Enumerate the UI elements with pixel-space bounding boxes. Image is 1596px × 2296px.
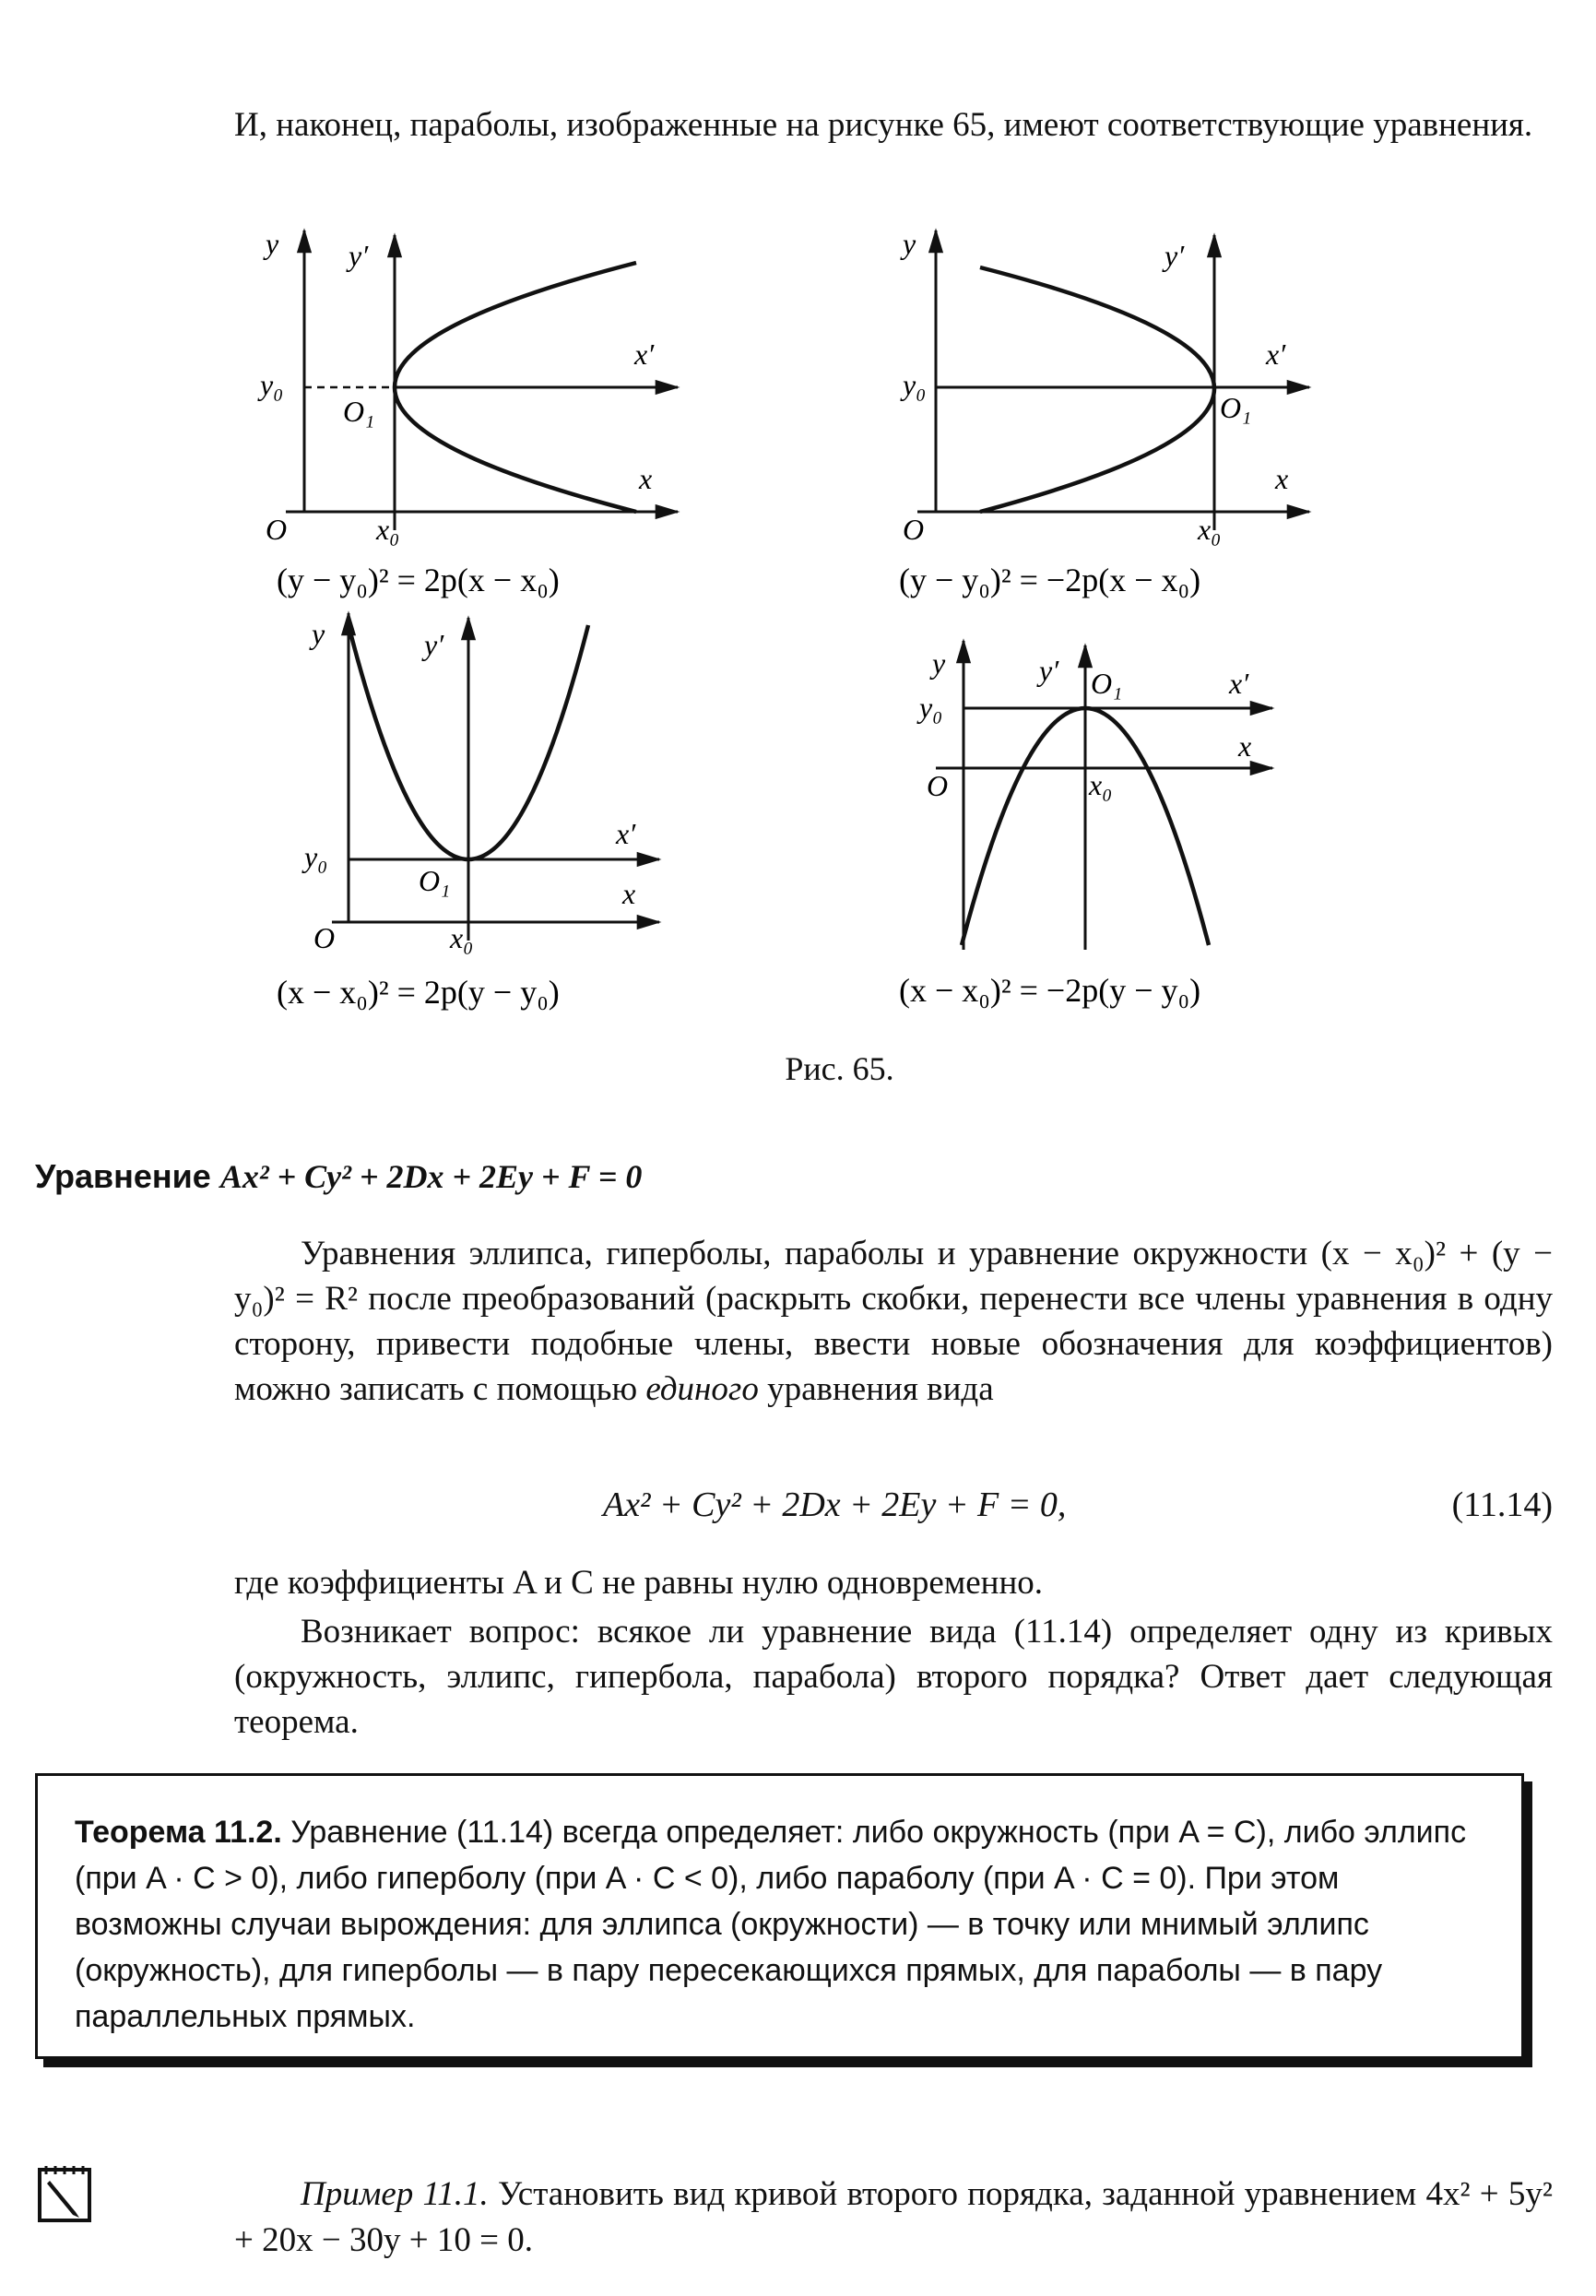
paragraph-3: Возникает вопрос: всякое ли уравнение вида (11.14) определяет одну из кривых (окружность, эллипс, гипербола, парабола) второго порядка? Ответ дает следующая теорема. [234, 1613, 1553, 1741]
label-y-prime: y′ [424, 628, 444, 661]
intro-paragraph: И, наконец, параболы, изображенные на рисунке 65, имеют соответствующие уравнения. [234, 106, 1533, 144]
label-x-prime: x′ [1266, 337, 1286, 371]
equation-caption: (x − x₀)² = −2p(y − y₀) [899, 972, 1201, 1009]
label-y-prime: y′ [1039, 654, 1059, 687]
theorem-text: Уравнение (11.14) всегда определяет: либо окружность (при A = C), либо эллипс (при A · C > 0), либо гиперболу (при A · C < 0), либо параболу (при A · C = 0). При этом возможны случаи вырождения: для эллипса (окружности) — в точку или мнимый эллипс (окружность), для гиперболы — в пару пересекающихся прямых, для параболы — в пару параллельных прямых. [75, 1815, 1467, 2034]
label-y: y [312, 617, 325, 650]
label-x-prime: x′ [1229, 667, 1249, 700]
label-y-prime: y′ [349, 239, 369, 272]
parabola-curve [980, 267, 1214, 512]
example-title: Пример 11.1. [301, 2175, 489, 2213]
label-origin: O [266, 513, 288, 546]
equation-caption: (x − x₀)² = 2p(y − y₀) [277, 974, 560, 1011]
label-x0: x₀ [1198, 513, 1222, 546]
theorem-box [35, 1773, 1524, 2059]
label-origin: O [903, 513, 925, 546]
label-x-prime: x′ [634, 337, 655, 371]
paragraph-2: где коэффициенты A и C не равны нулю одновременно. [234, 1564, 1044, 1602]
label-y0: y₀ [903, 368, 927, 401]
label-x0: x₀ [376, 513, 400, 546]
equation-number: (11.14) [1451, 1485, 1553, 1524]
equation-caption: (y − y₀)² = 2p(x − x₀) [277, 562, 560, 598]
label-x: x [1238, 729, 1252, 763]
figure-parabola-left [881, 226, 1323, 613]
figure-parabola-right [249, 226, 692, 613]
section-label: Уравнение [35, 1157, 211, 1195]
label-x-prime: x′ [616, 817, 636, 850]
label-x: x [639, 462, 653, 495]
theorem-title: Теорема 11.2. [75, 1815, 282, 1850]
label-y: y [932, 646, 946, 680]
label-o1: O₁ [1091, 667, 1123, 700]
figure-caption: Рис. 65. [785, 1050, 894, 1087]
label-y0: y₀ [260, 368, 284, 401]
label-o1: O₁ [343, 395, 375, 428]
label-y: y [266, 227, 279, 260]
label-x0: x₀ [1089, 768, 1113, 801]
paragraph-1-emphasis: единого [645, 1370, 759, 1408]
label-o1: O₁ [419, 864, 451, 897]
paragraph-1-end: уравнения вида [767, 1370, 994, 1408]
figure-parabola-up [277, 609, 682, 1014]
section-equation: Ax² + Cy² + 2Dx + 2Ey + F = 0 [219, 1158, 643, 1195]
notepad-pencil-icon [37, 2162, 92, 2223]
label-x0: x₀ [450, 921, 474, 954]
label-origin: O [927, 769, 949, 802]
equation-body: Ax² + Cy² + 2Dx + 2Ey + F = 0, [603, 1485, 1067, 1524]
equation-caption: (y − y₀)² = −2p(x − x₀) [899, 562, 1201, 598]
label-o1: O₁ [1220, 391, 1252, 424]
paragraph-1 [234, 1231, 1553, 1412]
paragraph-1-text: Уравнения эллипса, гиперболы, параболы и уравнение окружности (x − x₀)² + (y − y₀)² = R² после преобразований (раскрыть скобки, перенести все члены уравнения в одну сторону, привести подобные члены, ввести новые обозначения для коэффициентов) можно записать с помощью [234, 1235, 1553, 1408]
example-paragraph [234, 2172, 1553, 2264]
label-x: x [1275, 462, 1289, 495]
label-x: x [622, 877, 636, 910]
example-text: Установить вид кривой второго порядка, заданной уравнением 4x² + 5y² + 20x − 30y + 10 = 0. [234, 2175, 1553, 2259]
label-y-prime: y′ [1164, 239, 1185, 272]
section-heading [35, 1157, 642, 1196]
label-origin: O [313, 921, 336, 954]
figure-parabola-down [899, 636, 1286, 1014]
label-y: y [903, 227, 916, 260]
label-y0: y₀ [919, 691, 943, 724]
label-y0: y₀ [304, 840, 328, 873]
